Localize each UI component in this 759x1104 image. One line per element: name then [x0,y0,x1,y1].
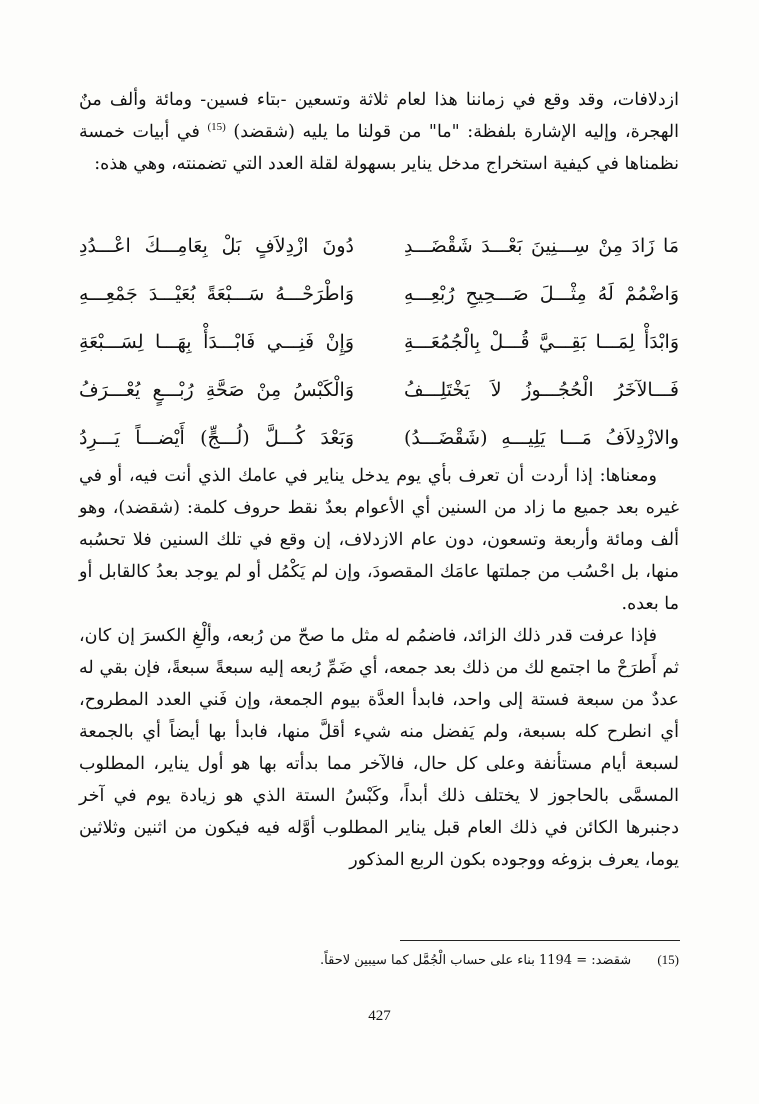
poem-hemistich-first: والازْدِلاَفُ مَـــا يَلِيـــهِ (شَقْضَـــدُ) [404,427,679,449]
poem-hemistich-first: وَاضْمُمْ لَهُ مِثْـــلَ صَـــحِيحِ رُبْعِـــهِ [404,283,679,305]
poem-hemistich-second: وَالْكَبْسُ مِنْ صَحَّةِ رُبْـــعٍ يُعْـــرَفُ [79,379,354,401]
poem-verse [79,414,679,462]
intro-text-part1: ازدلافات، وقد وقع في زماننا هذا لعام ثلاثة وتسعين -بتاء فسين- ومائة وألف منٌ الهجرة، وإليه الإشارة بلفظة: "ما" من قولنا ما يليه (شقضد) [79,90,679,142]
footnote-number: (15) [657,952,679,967]
poem-hemistich-second: وَبَعْدَ كُـــلَّ (لُـــجٍّ) أَيْضـــاً يَـــرِدُ [79,427,354,449]
commentary-paragraph: ومعناها: إذا أردت أن تعرف بأي يوم يدخل يناير في عامك الذي أنت فيه، أو في غيره بعد جميع ما زاد من السنين أي الأعوام بعدٌ نقط حروف كلمة: (شقضد)، وهو ألف ومائة وأربعة وتسعون، دون عام الازدلاف، إن وقع في تلك السنين فلا تحسُبه منها، بل احْسُب من جملتها عامَك المقصودَ، وإن لم يَكْمُل أو لم يوجد بعدُ كالقابل أو ما بعده. [79,466,679,614]
poem-hemistich-second: وَإِنْ فَنِـــي فَابْـــدَأْ بِهَـــا لِسَـــبْعَةِ [79,331,354,353]
intro-text-part2: في أبيات خمسة نظمناها في كيفية استخراج مدخل يناير بسهولة لقلة العدد التي تضمنته، وهي هذه: [79,122,679,174]
footnote [79,950,679,971]
footnote-reference[interactable]: (15) [207,121,226,134]
poem-hemistich-second: دُونَ ازْدِلاَفٍ بَلْ بِعَامِـــكَ اعْـــدُدِ [79,235,354,257]
commentary-paragraph: فإذا عرفت قدر ذلك الزائد، فاضمُم له مثل ما صحّ من رُبعه، وألْغِ الكسرَ إن كان، ثم أَطرَحْ ما اجتمع لك من ذلك بعد جمعه، أي ضَمِّ رُبعه إليه سبعةً سبعةً، فإن بقي له عددٌ من سبعة فستة إلى واحد، فابدأ العدَّة بيوم الجمعة، وإن فَني العدد المطروح، أي انطرح كله بسبعة، ولم يَفضل منه شيء أقلَّ منها، فابدأ بها أيضاً أي بالجمعة لسبعة أيام مستأنفة وعلى كل حال، فالآخر مما بدأته بها هو أول يناير، المطلوب المسمَّى بالحاجوز لا يختلف ذلك أبداً، وكَبْسُ الستة الذي هو زيادة يوم في آخر دجنبرها الكائن في ذلك العام قبل يناير المطلوب أوَّله فيه فيكون من اثنين وثلاثين يوما، يعرف بزوغه ووجوده بكون الربع المذكور [79,626,679,870]
intro-paragraph [79,84,679,180]
poem-hemistich-first: فَـــالآخَرُ الْحُجُـــوزُ لاَ يَخْتَلِـــفُ [404,379,679,401]
commentary [79,460,679,876]
poem-hemistich-second: وَاطْرَحْـــهُ سَـــبْعَةً بُعَيْـــدَ جَمْعِـــهِ [79,283,354,305]
poem-hemistich-first: مَا زَادَ مِنْ سِـــنِينَ بَعْـــدَ شَقْضَـــدِ [404,235,679,257]
poem [79,222,679,462]
page-number: 427 [368,1008,391,1024]
poem-verse [79,318,679,366]
footnote-divider [400,940,680,941]
poem-hemistich-first: وَابْدَأْ لِمَـــا بَقِـــيَّ قُـــلْ بِالْجُمُعَـــةِ [404,331,679,353]
poem-verse [79,270,679,318]
poem-verse [79,222,679,270]
footnote-text: شقضد: = 1194 بناء على حساب الْجُمَّل كما سيبين لاحقاً. [320,953,632,968]
poem-verse [79,366,679,414]
